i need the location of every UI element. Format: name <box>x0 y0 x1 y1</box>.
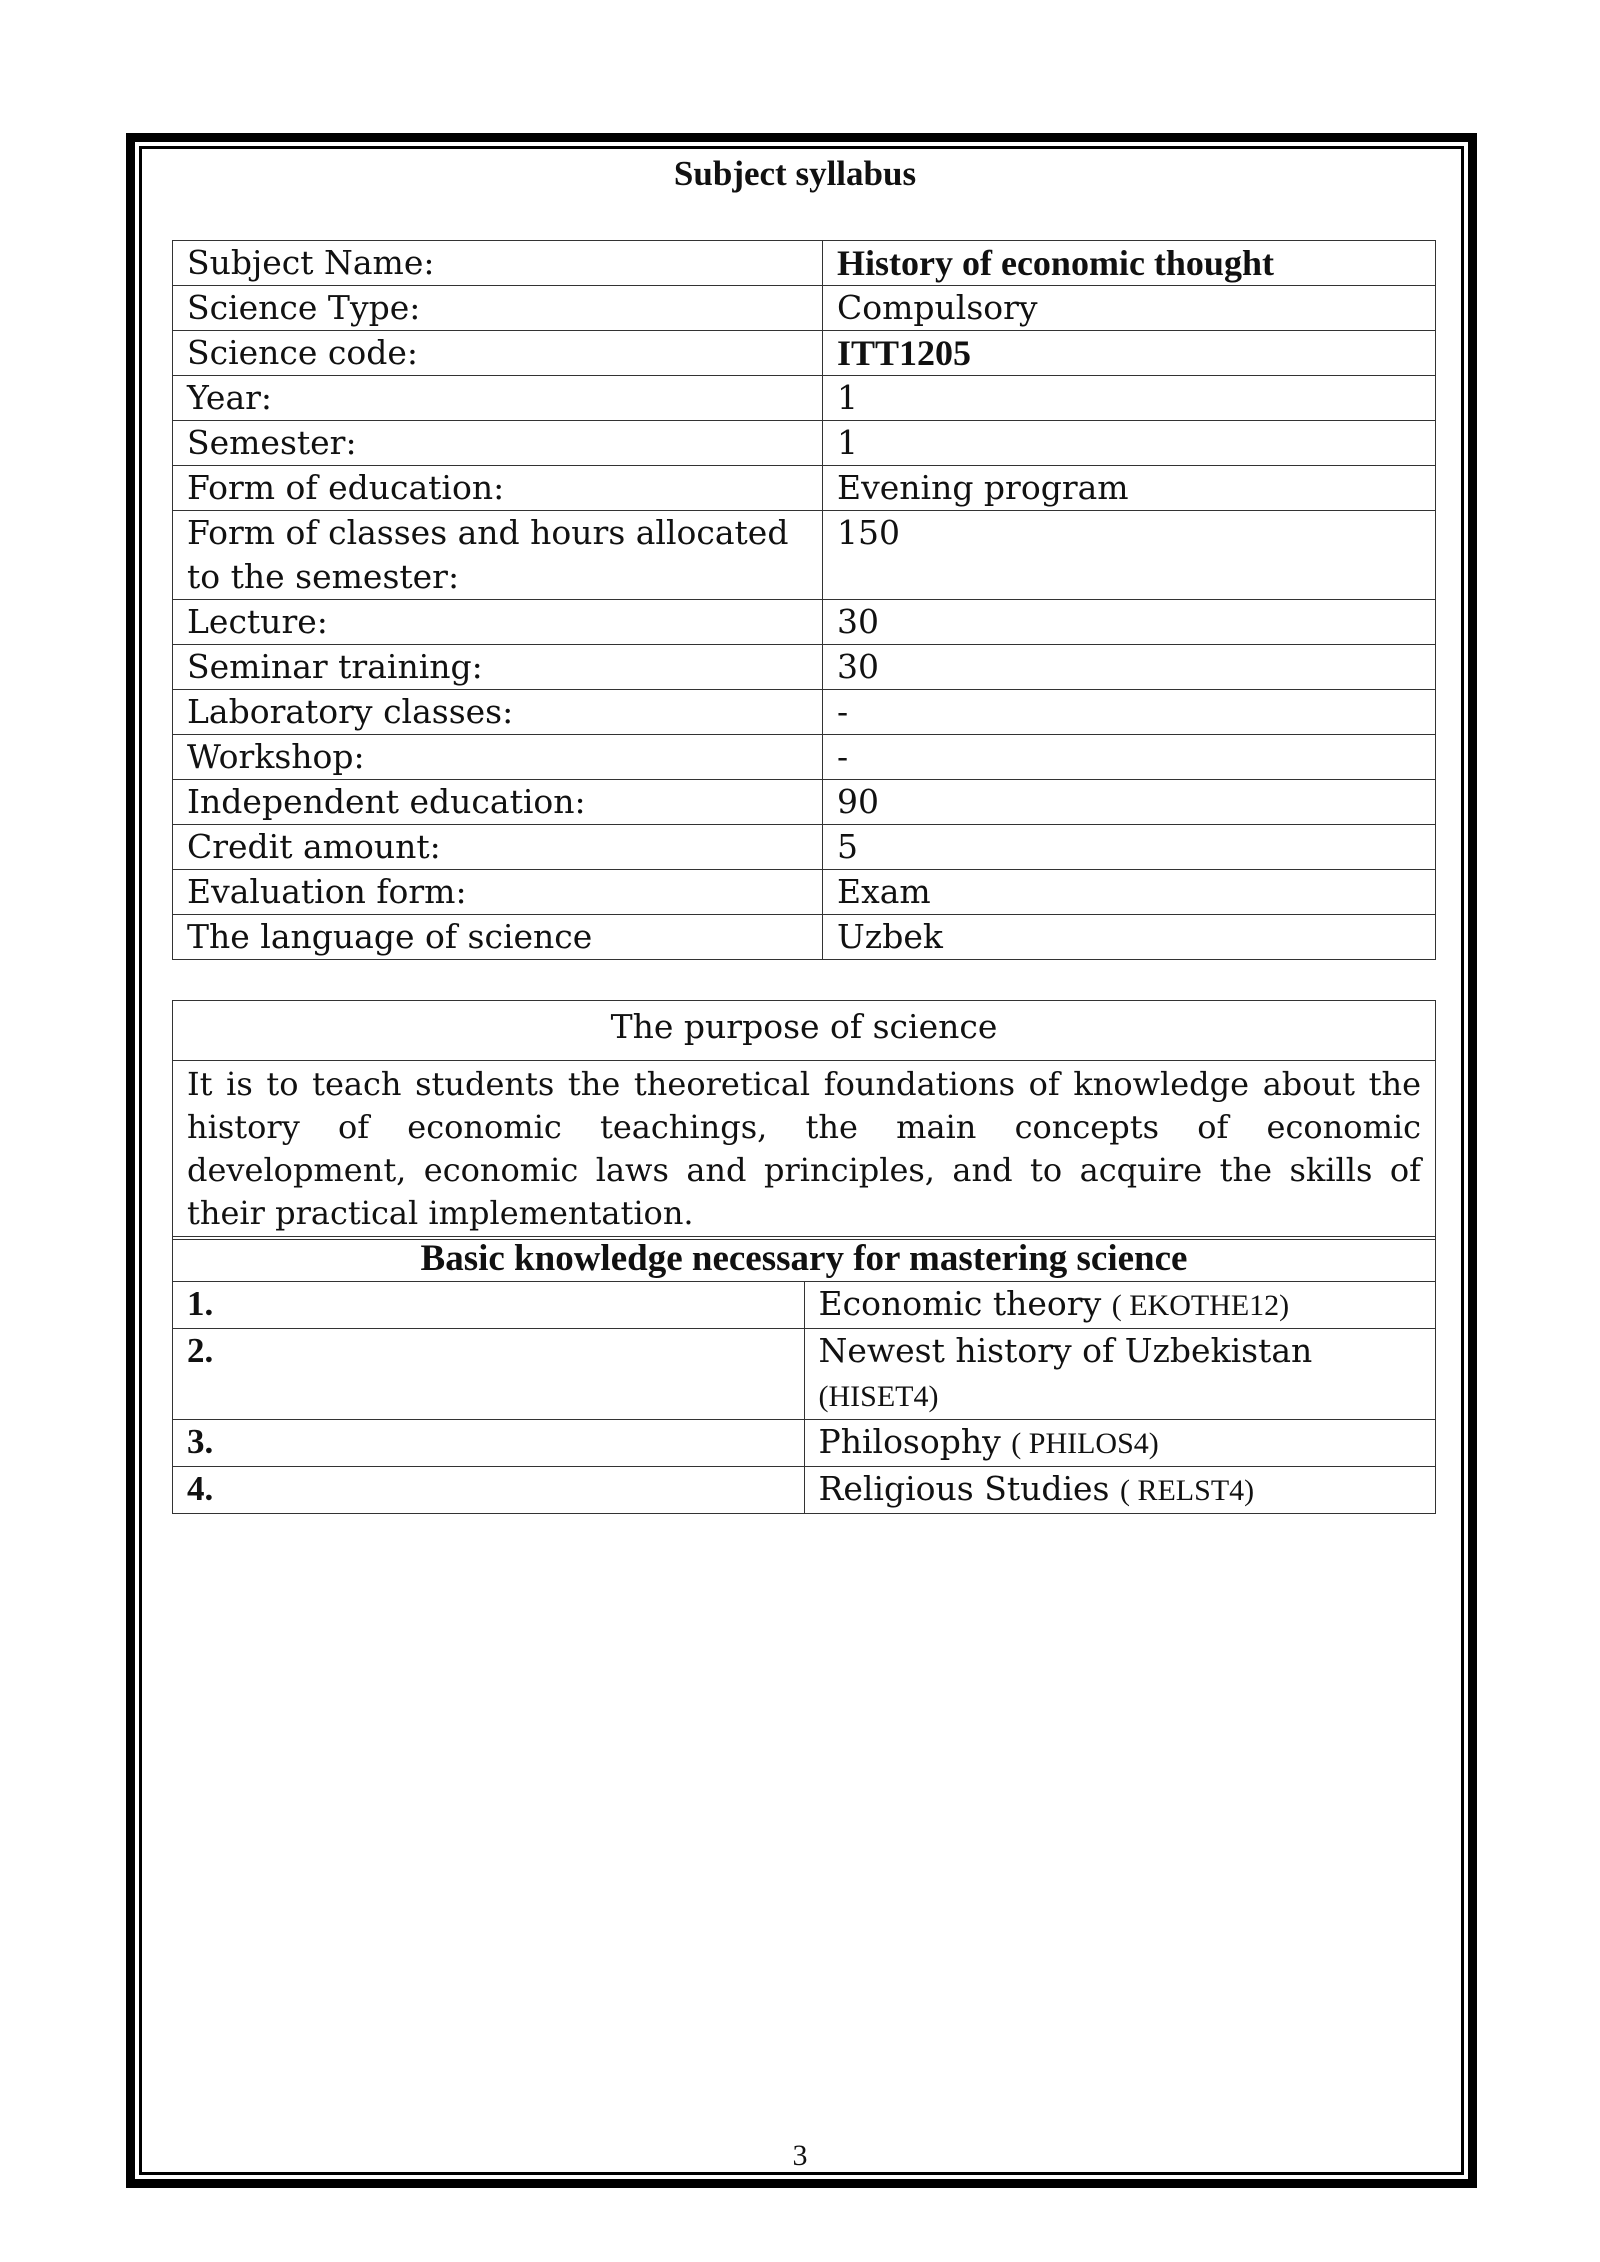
info-value: 1 <box>823 376 1436 421</box>
info-row-workshop <box>173 735 1436 780</box>
subject-code: ( PHILOS4) <box>1011 1427 1159 1460</box>
info-label: Laboratory classes: <box>173 690 823 735</box>
info-label: Independent education: <box>173 780 823 825</box>
info-value: 90 <box>823 780 1436 825</box>
info-row-language <box>173 915 1436 960</box>
purpose-text: It is to teach students the theoretical foundations of knowledge about the history of economic teachings, the main concepts of economic development, economic laws and principles, and to acquire the skills of their practical implementation. <box>173 1061 1436 1240</box>
purpose-heading: The purpose of science <box>173 1001 1436 1061</box>
info-value: 150 <box>823 511 1436 600</box>
subject-name: Newest history of Uzbekistan <box>818 1331 1313 1370</box>
info-row-science-type <box>173 286 1436 331</box>
info-row-hours-allocated <box>173 511 1436 600</box>
info-row-form-of-education <box>173 466 1436 511</box>
subject-name: Religious Studies <box>818 1469 1110 1508</box>
basic-knowledge-table <box>172 1236 1436 1514</box>
info-row-credit-amount <box>173 825 1436 870</box>
info-row-semester <box>173 421 1436 466</box>
info-label: Lecture: <box>173 600 823 645</box>
table-row <box>173 1282 1436 1329</box>
subject-name: Economic theory <box>818 1284 1102 1323</box>
info-label: Year: <box>173 376 823 421</box>
subject-name: Philosophy <box>818 1422 1001 1461</box>
info-value: 30 <box>823 600 1436 645</box>
item-number: 4. <box>173 1467 805 1514</box>
info-row-science-code <box>173 331 1436 376</box>
page-number: 3 <box>792 2139 808 2172</box>
document-title: Subject syllabus <box>673 154 917 193</box>
info-label: Evaluation form: <box>173 870 823 915</box>
purpose-text-row <box>173 1061 1436 1240</box>
info-label: Science Type: <box>173 286 823 331</box>
subject-code: ( RELST4) <box>1119 1474 1255 1507</box>
info-row-seminar-training <box>173 645 1436 690</box>
info-value: Exam <box>823 870 1436 915</box>
info-value: 30 <box>823 645 1436 690</box>
info-label: Semester: <box>173 421 823 466</box>
info-row-subject-name <box>173 241 1436 286</box>
purpose-heading-row <box>173 1001 1436 1061</box>
subject-code: (HISET4) <box>818 1380 939 1413</box>
prerequisite-subject <box>804 1420 1436 1467</box>
item-number: 2. <box>173 1329 805 1420</box>
info-label: Science code: <box>173 331 823 376</box>
prerequisite-subject <box>804 1467 1436 1514</box>
info-value: History of economic thought <box>823 241 1436 286</box>
info-label: Form of education: <box>173 466 823 511</box>
prerequisite-subject <box>804 1329 1436 1420</box>
info-value: ITT1205 <box>823 331 1436 376</box>
info-label: Subject Name: <box>173 241 823 286</box>
prerequisite-subject <box>804 1282 1436 1329</box>
info-value: - <box>823 735 1436 780</box>
info-row-lecture <box>173 600 1436 645</box>
basic-knowledge-heading: Basic knowledge necessary for mastering science <box>173 1237 1436 1282</box>
info-row-independent-education <box>173 780 1436 825</box>
table-row <box>173 1329 1436 1420</box>
subject-info-table <box>172 240 1436 960</box>
info-value: Evening program <box>823 466 1436 511</box>
table-row <box>173 1420 1436 1467</box>
info-value: - <box>823 690 1436 735</box>
subject-code: ( EKOTHE12) <box>1111 1289 1290 1322</box>
info-row-laboratory-classes <box>173 690 1436 735</box>
info-label: Seminar training: <box>173 645 823 690</box>
info-value: Uzbek <box>823 915 1436 960</box>
item-number: 1. <box>173 1282 805 1329</box>
basic-knowledge-heading-row <box>173 1237 1436 1282</box>
info-label: Form of classes and hours allocated to the semester: <box>173 511 823 600</box>
info-row-year <box>173 376 1436 421</box>
info-value: 5 <box>823 825 1436 870</box>
info-label: Credit amount: <box>173 825 823 870</box>
info-label: Workshop: <box>173 735 823 780</box>
table-row <box>173 1467 1436 1514</box>
purpose-table <box>172 1000 1436 1240</box>
info-value: Compulsory <box>823 286 1436 331</box>
info-value: 1 <box>823 421 1436 466</box>
item-number: 3. <box>173 1420 805 1467</box>
info-label: The language of science <box>173 915 823 960</box>
info-row-evaluation-form <box>173 870 1436 915</box>
